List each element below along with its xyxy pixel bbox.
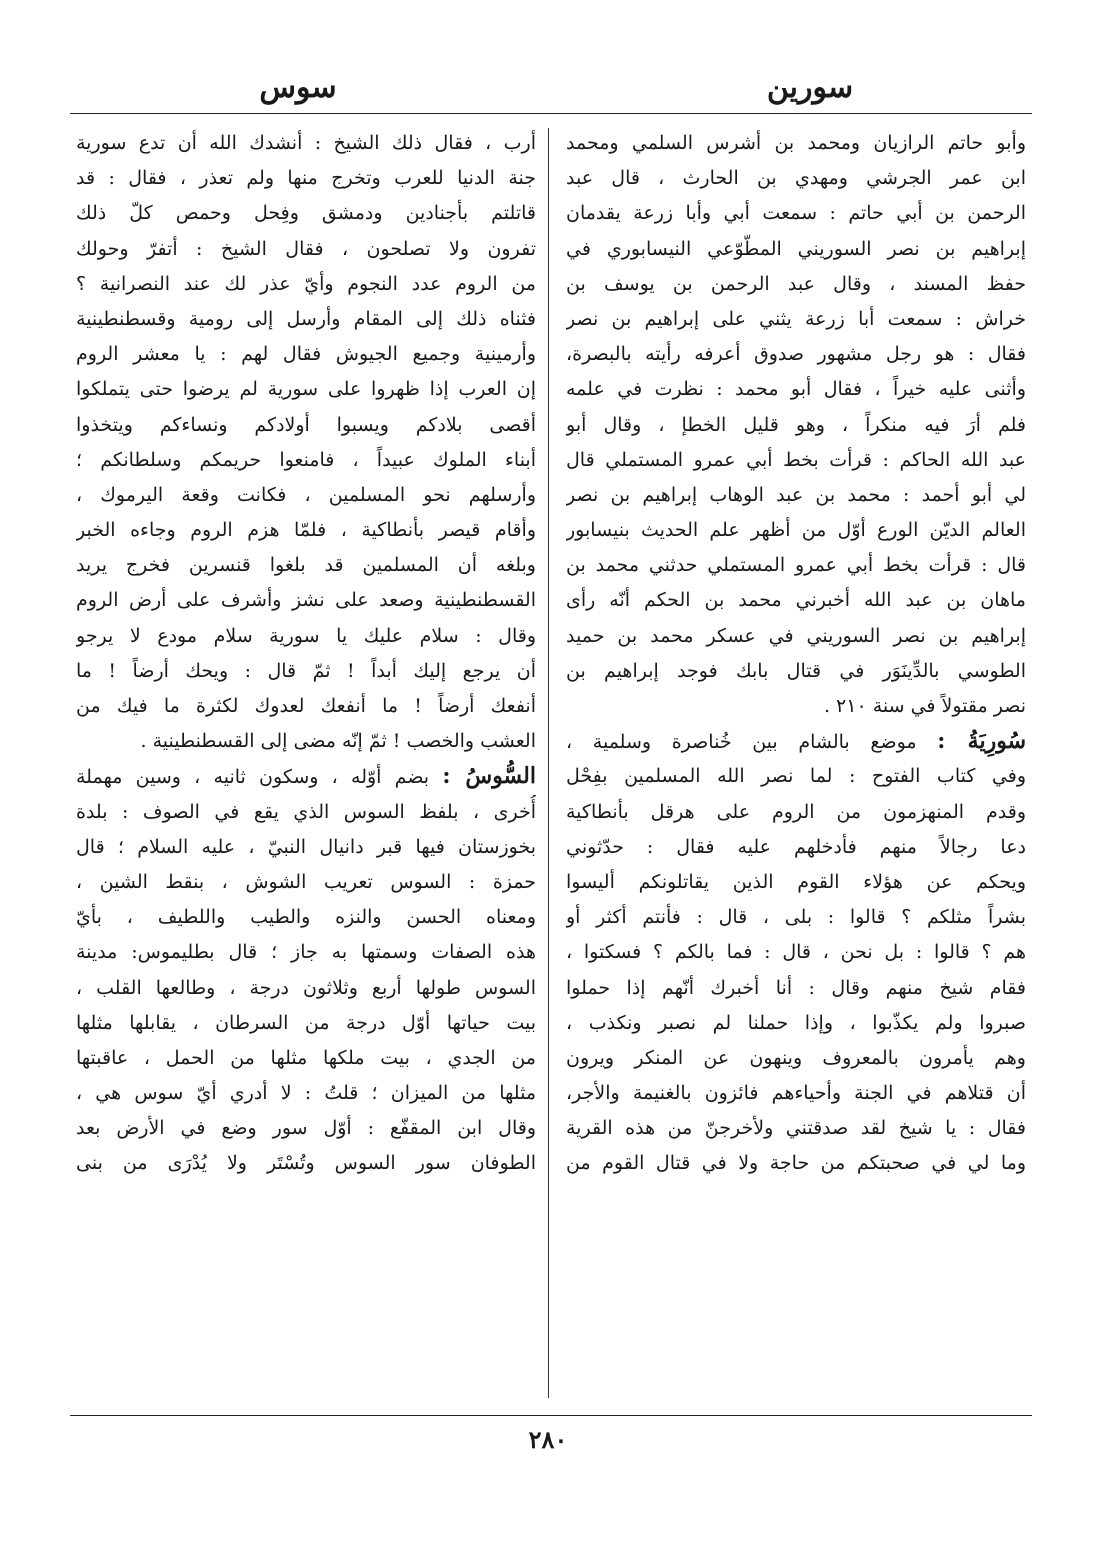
text-line: صبروا ولم يكذّبوا ، وإذا حملنا لم نصبر ونكذب ،	[566, 1011, 1026, 1034]
bottom-rule	[70, 1415, 1032, 1416]
text-line: حمزة : السوس تعريب الشوش ، بنقط الشين ،	[76, 870, 536, 893]
text-line: أن قتلاهم في الجنة وأحياءهم فائزون بالغنيمة والأجر،	[566, 1082, 1026, 1105]
text-line: أنفعك أرضاً ! ما أنفعك لعدوك لكثرة ما فيك من	[76, 695, 536, 717]
text-line: بشراً مثلكم ؟ قالوا : بلى ، قال : فأنتم أكثر أو	[566, 906, 1026, 929]
text-line: نصر مقتولاً في سنة ٢١٠ .	[823, 695, 1026, 717]
text-line: هم ؟ قالوا : بل نحن ، قال : فما بالكم ؟ فسكتوا ،	[566, 941, 1026, 964]
text-line: تفرون ولا تصلحون ، فقال الشيخ : أتفرّ وحولك	[76, 237, 536, 260]
text-line: وقال : سلام عليك يا سورية سلام مودع لا يرجو	[76, 624, 536, 647]
text-line: أبناء الملوك عبيداً ، فامنعوا حريمكم وسلطانكم ؛	[76, 448, 536, 471]
headword-suriya: سُورِيَةُ :	[937, 728, 1026, 755]
text-line: وما لي في صحبتكم من حاجة ولا في قتال القوم من	[566, 1152, 1026, 1175]
page-number: ٢٨٠	[528, 1425, 568, 1454]
text-line: بخوزستان فيها قبر دانيال النبيّ ، عليه السلام ؛ قال	[76, 835, 536, 858]
text-line: فقال : هو رجل مشهور صدوق أعرفه رأيته بالبصرة،	[566, 343, 1026, 366]
text-line: قال : قرأت بخط أبي عمرو المستملي حدثني محمد بن	[566, 554, 1026, 577]
running-head-left: سوس	[259, 70, 337, 105]
text-line: فلم أرَ فيه منكراً ، وهو قليل الخطإ ، وقال أبو	[566, 413, 1026, 436]
text-line: جنة الدنيا للعرب وتخرج منها ولم تعذر ، فقال : قد	[76, 167, 536, 190]
text-line: لي أبو أحمد : محمد بن عبد الوهاب إبراهيم بن نصر	[566, 483, 1026, 506]
text-line: وقدم المنهزمون من الروم على هرقل بأنطاكية	[566, 800, 1026, 823]
text-line: بيت حياتها أوّل درجة من السرطان ، يقابلها مثلها	[76, 1011, 536, 1034]
text-line: إن العرب إذا ظهروا على سورية لم يرضوا حتى يتملكوا	[76, 378, 536, 401]
text-line: السوس طولها أربع وثلاثون درجة ، وطالعها القلب ،	[76, 976, 536, 999]
entry-line	[566, 724, 1026, 759]
text-line: العالم الديّن الورع أوّل من أظهر علم الحديث بنيسابور	[566, 519, 1026, 542]
text-line: من الجدي ، بيت ملكها مثلها من الحمل ، عاقبتها	[76, 1046, 536, 1069]
text-line: إبراهيم بن نصر السوريني في عسكر محمد بن حميد	[566, 624, 1026, 647]
text-line: فقام شيخ منهم وقال : أنا أخبرك أنّهم إذا حملوا	[566, 976, 1026, 999]
text-line: هذه الصفات وسمتها به جاز ؛ قال بطليموس: مدينة	[76, 941, 536, 964]
left-column	[76, 126, 536, 1406]
text-line: القسطنطينية وصعد على نشز وأشرف على أرض الروم	[76, 589, 536, 612]
text-line: عبد الله الحاكم : قرأت بخط أبي عمرو المستملي قال	[566, 448, 1026, 471]
headword-sus: السُّوسُ :	[442, 763, 536, 790]
running-head-right: سورين	[766, 70, 854, 105]
text-line: مثلها من الميزان ؛ قلتُ : لا أدري أيّ سوس هي ،	[76, 1082, 536, 1105]
text-line: خراش : سمعت أبا زرعة يثني على إبراهيم بن نصر	[566, 307, 1026, 330]
text-line: وأقام قيصر بأنطاكية ، فلمّا هزم الروم وجاءه الخبر	[76, 519, 536, 542]
text-line: وأثنى عليه خيراً ، فقال أبو محمد : نظرت في علمه	[566, 378, 1026, 401]
text-line: من الروم عدد النجوم وأيّ عذر لك عند النصرانية ؟	[76, 272, 536, 295]
text-line: أقصى بلادكم ويسبوا أولادكم ونساءكم ويتخذوا	[76, 413, 536, 436]
entry-text: بضم أوّله ، وسكون ثانيه ، وسين مهملة	[76, 766, 430, 789]
text-line: ويحكم عن هؤلاء القوم الذين يقاتلونكم أليسوا	[566, 870, 1026, 893]
text-line: ماهان بن عبد الله أخبرني محمد بن الحكم أنّه رأى	[566, 589, 1026, 612]
text-line: دعا رجالاً منهم فأدخلهم عليه فقال : حدّثوني	[566, 835, 1026, 858]
text-line: وأرسلهم نحو المسلمين ، فكانت وقعة اليرموك ،	[76, 483, 536, 506]
text-line: الطوفان سور السوس وتُسْتَر ولا يُدْرَى من بنى	[76, 1152, 536, 1175]
text-line: العشب والخصب ! ثمّ إنّه مضى إلى القسطنطينية .	[140, 730, 536, 753]
text-line: حفظ المسند ، وقال عبد الرحمن بن يوسف بن	[566, 272, 1026, 295]
right-column	[566, 126, 1026, 1406]
top-rule	[70, 113, 1032, 114]
text-line: إبراهيم بن نصر السوريني المطّوّعي النيسابوري في	[566, 237, 1026, 260]
text-line: ابن عمر الجرشي ومهدي بن الحارث ، قال عبد	[566, 167, 1026, 190]
text-line: وبلغه أن المسلمين قد بلغوا قنسرين فخرج يريد	[76, 554, 536, 577]
text-line: الطوسي بالدِّينَوَر في قتال بابك فوجد إبراهيم بن	[566, 659, 1026, 682]
text-line: وقال ابن المقفّع : أوّل سور وضع في الأرض بعد	[76, 1117, 536, 1140]
entry-text: موضع بالشام بين خُناصرة وسلمية ،	[566, 731, 917, 754]
text-line: ومعناه الحسن والنزه والطيب واللطيف ، بأيّ	[76, 906, 536, 929]
column-divider	[548, 128, 549, 1398]
text-line: فقال : يا شيخ لقد صدقتني ولأخرجنّ من هذه القرية	[566, 1117, 1026, 1140]
text-line: وأرمينية وجميع الجيوش فقال لهم : يا معشر الروم	[76, 343, 536, 366]
text-line: أرب ، فقال ذلك الشيخ : أنشدك الله أن تدع سورية	[76, 132, 536, 154]
text-line: أُخرى ، بلفظ السوس الذي يقع في الصوف : بلدة	[76, 800, 536, 823]
text-line: قاتلتم بأجنادين ودمشق وفِحل وحمص كلّ ذلك	[76, 202, 536, 225]
entry-line	[76, 759, 536, 794]
text-line: وهم يأمرون بالمعروف وينهون عن المنكر ويرون	[566, 1046, 1026, 1069]
text-line: وفي كتاب الفتوح : لما نصر الله المسلمين بفِحْل	[566, 765, 1026, 788]
text-line: وأبو حاتم الرازيان ومحمد بن أشرس السلمي ومحمد	[566, 132, 1026, 154]
text-line: أن يرجع إليك أبداً ! ثمّ قال : ويحك أرضاً ! ما	[76, 659, 536, 682]
text-line: الرحمن بن أبي حاتم : سمعت أبي وأبا زرعة يقدمان	[566, 202, 1026, 225]
text-line: فثناه ذلك إلى المقام وأرسل إلى رومية وقسطنطينية	[76, 307, 536, 330]
